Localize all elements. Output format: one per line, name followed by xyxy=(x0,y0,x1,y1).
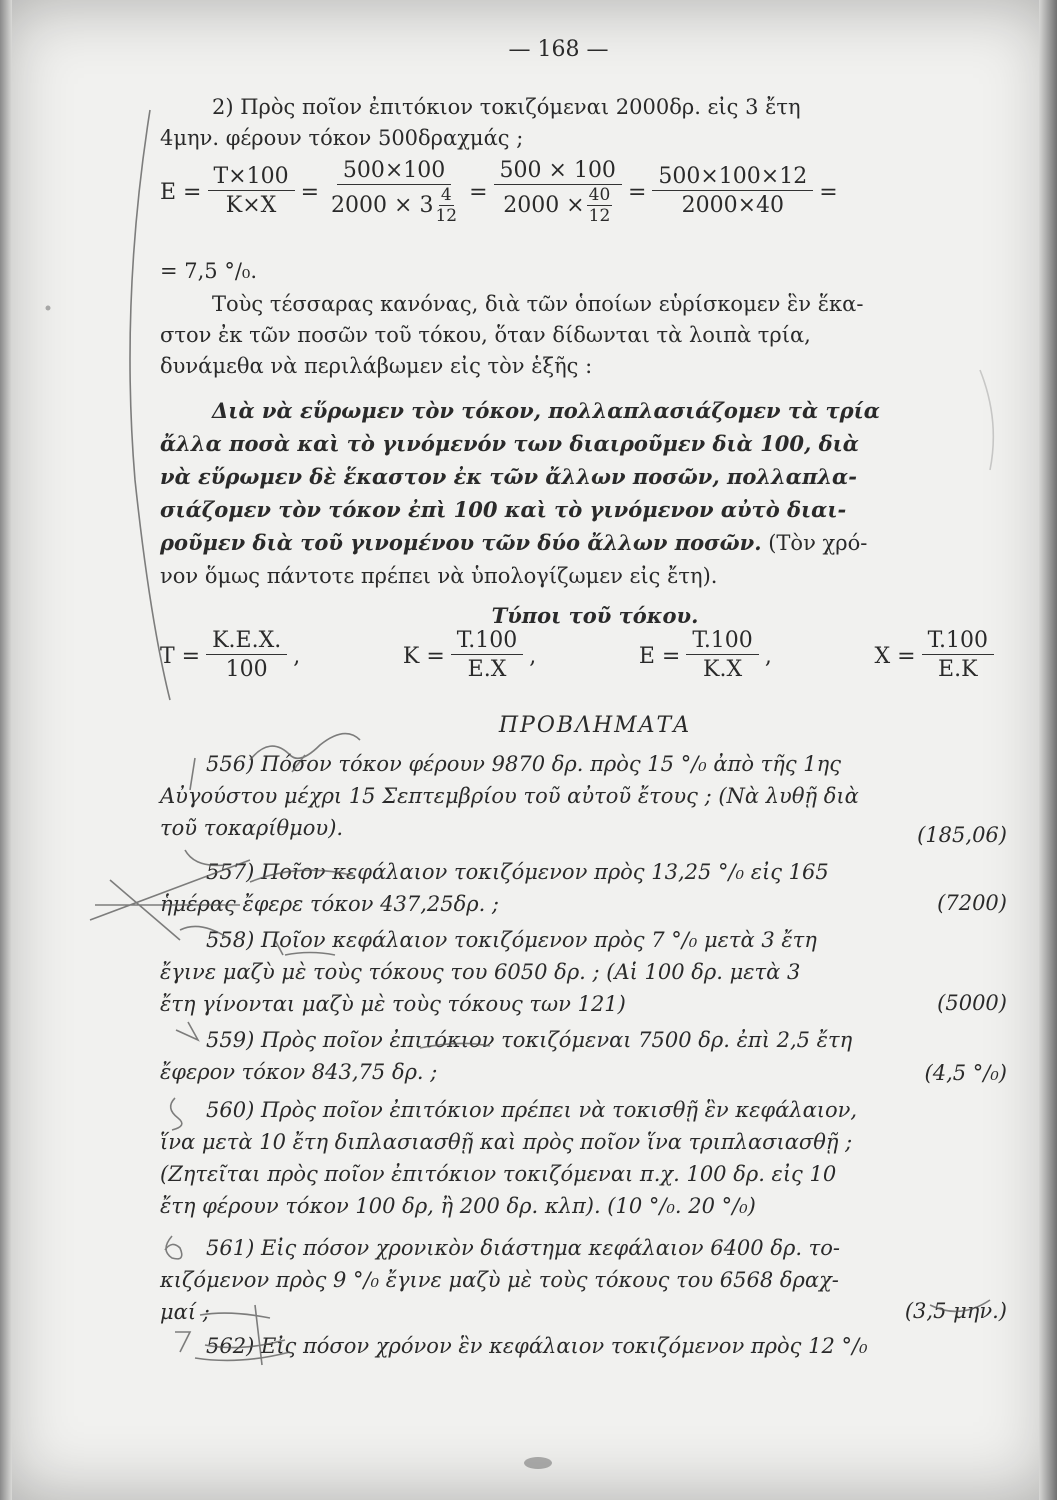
problem-558: 558) Ποῖον κεφάλαιον τοκιζόμενον πρὸς 7 °/₀ μετὰ 3 ἔτη ἔγινε μαζὺ μὲ τοὺς τόκους του 6050 δρ. ; (Αἱ 100 δρ. μετὰ 3 ἔτη γίνονται μαζὺ μὲ τοὺς τόκους των 121) xyxy=(160,928,817,1016)
fraction-3: 500 × 100 2000 × $\frac{40}{12}$ xyxy=(494,158,622,226)
answer-561: (3,5 μην.) xyxy=(904,1299,1007,1323)
rule-intro: Τοὺς τέσσαρας κανόνας, διὰ τῶν ὁποίων εὑρίσκομεν ἓν ἕκα- στον ἐκ τῶν ποσῶν τοῦ τόκου, ὅταν δίδωνται τὰ λοιπὰ τρία, δυνάμεθα νὰ περιλάβωμεν εἰς τὸν ἑξῆς : xyxy=(160,292,864,378)
problems-title: ΠΡΟΒΛΗΜΑΤΑ xyxy=(498,713,692,738)
problem-556: 556) Πόσον τόκον φέρουν 9870 δρ. πρὸς 15 °/₀ ἀπὸ τῆς 1ης Αὐγούστου μέχρι 15 Σεπτεμβρίου τοῦ αὐτοῦ ἔτους ; (Νὰ λυθῇ διὰ τοῦ τοκαρίθμου). xyxy=(160,752,859,840)
page-edge-left xyxy=(0,0,12,1500)
fraction-1: $\frac{T\times 100}{K\times X}$ xyxy=(208,164,295,221)
page-smudge xyxy=(524,1457,552,1469)
formula-E: E = $\frac{T.100}{K.X}$ , xyxy=(638,628,772,682)
answer-556: (185,06) xyxy=(917,823,1007,847)
formulas-title: Τύποι τοῦ τόκου. xyxy=(491,603,699,628)
page-dot xyxy=(46,306,51,311)
answer-559: (4,5 °/₀) xyxy=(924,1061,1007,1085)
formula-T: T = $\frac{K.E.X.}{100}$ , xyxy=(160,628,301,682)
example-result: = 7,5 °/₀. xyxy=(160,259,258,283)
example-line-2: 4μην. φέρουν τόκον 500δραχμάς ; xyxy=(160,126,524,150)
page-edge-right xyxy=(1039,0,1057,1500)
problem-561: 561) Εἰς πόσον χρονικὸν διάστημα κεφάλαιον 6400 δρ. το- κιζόμενον πρὸς 9 °/₀ ἔγινε μαζὺ μὲ τοὺς τόκους του 6568 δραχ- μαί ; xyxy=(160,1236,841,1324)
formula-X: X = $\frac{T.100}{E.K}$ xyxy=(874,628,1000,685)
example-formula: E = $\frac{T\times 100}{K\times X}$ = 500×100 2000 × 3 $\frac{4}{12}$ = 500 × 100 2000 × $\frac{40}{12}$ = $\frac{500\times 100\times 12}{2000\times 40}$ = xyxy=(160,158,838,226)
fraction-4: $\frac{500\times 100\times 12}{2000\times 40}$ xyxy=(652,164,813,221)
rule-bold: Διὰ νὰ εὕρωμεν τὸν τόκον, πολλαπλασιάζομεν τὰ τρία ἄλλα ποσὰ καὶ τὸ γινόμενόν των διαιροῦμεν διὰ 100, διὰ νὰ εὕρωμεν δὲ ἕκαστον ἐκ τῶν ἄλλων ποσῶν, πολλαπλα- σιάζομεν τὸν τόκον ἐπὶ 100 καὶ τὸ γινόμενον αὐτὸ διαι- ροῦμεν διὰ τοῦ γινομένου τῶν δύο ἄλλων ποσῶν. (Τὸν χρό- νον ὅμως πάντοτε πρέπει νὰ ὑπολογίζωμεν εἰς ἔτη). xyxy=(160,398,880,588)
answer-557: (7200) xyxy=(937,891,1007,915)
fraction-2: 500×100 2000 × 3 $\frac{4}{12}$ xyxy=(331,158,458,226)
example-line-1: 2) Πρὸς ποῖον ἐπιτόκιον τοκιζόμεναι 2000δρ. εἰς 3 ἔτη xyxy=(212,95,801,119)
page-number: — 168 — xyxy=(508,37,609,62)
problem-557: 557) Ποῖον κεφάλαιον τοκιζόμενον πρὸς 13,25 °/₀ εἰς 165 ἡμέρας ἔφερε τόκον 437,25δρ. ; xyxy=(160,860,829,916)
formula-K: K = $\frac{T.100}{E.X}$ , xyxy=(402,628,537,682)
problem-560: 560) Πρὸς ποῖον ἐπιτόκιον πρέπει νὰ τοκισθῇ ἓν κεφάλαιον, ἵνα μετὰ 10 ἔτη διπλασιασθῇ καὶ πρὸς ποῖον ἵνα τριπλασιασθῇ ; (Ζητεῖται πρὸς ποῖον ἐπιτόκιον τοκιζόμεναι π.χ. 100 δρ. εἰς 10 ἔτη φέρουν τόκον 100 δρ, ἢ 200 δρ. κλπ). (10 °/₀. 20 °/₀) xyxy=(160,1098,858,1218)
problem-559: 559) Πρὸς ποῖον ἐπιτόκιον τοκιζόμεναι 7500 δρ. ἐπὶ 2,5 ἔτη ἔφερον τόκον 843,75 δρ. ; xyxy=(160,1028,853,1084)
problem-562: 562) Εἰς πόσον χρόνον ἓν κεφάλαιον τοκιζόμενον πρὸς 12 °/₀ xyxy=(206,1334,868,1358)
answer-558: (5000) xyxy=(937,991,1007,1015)
interest-formulas xyxy=(160,628,1000,685)
